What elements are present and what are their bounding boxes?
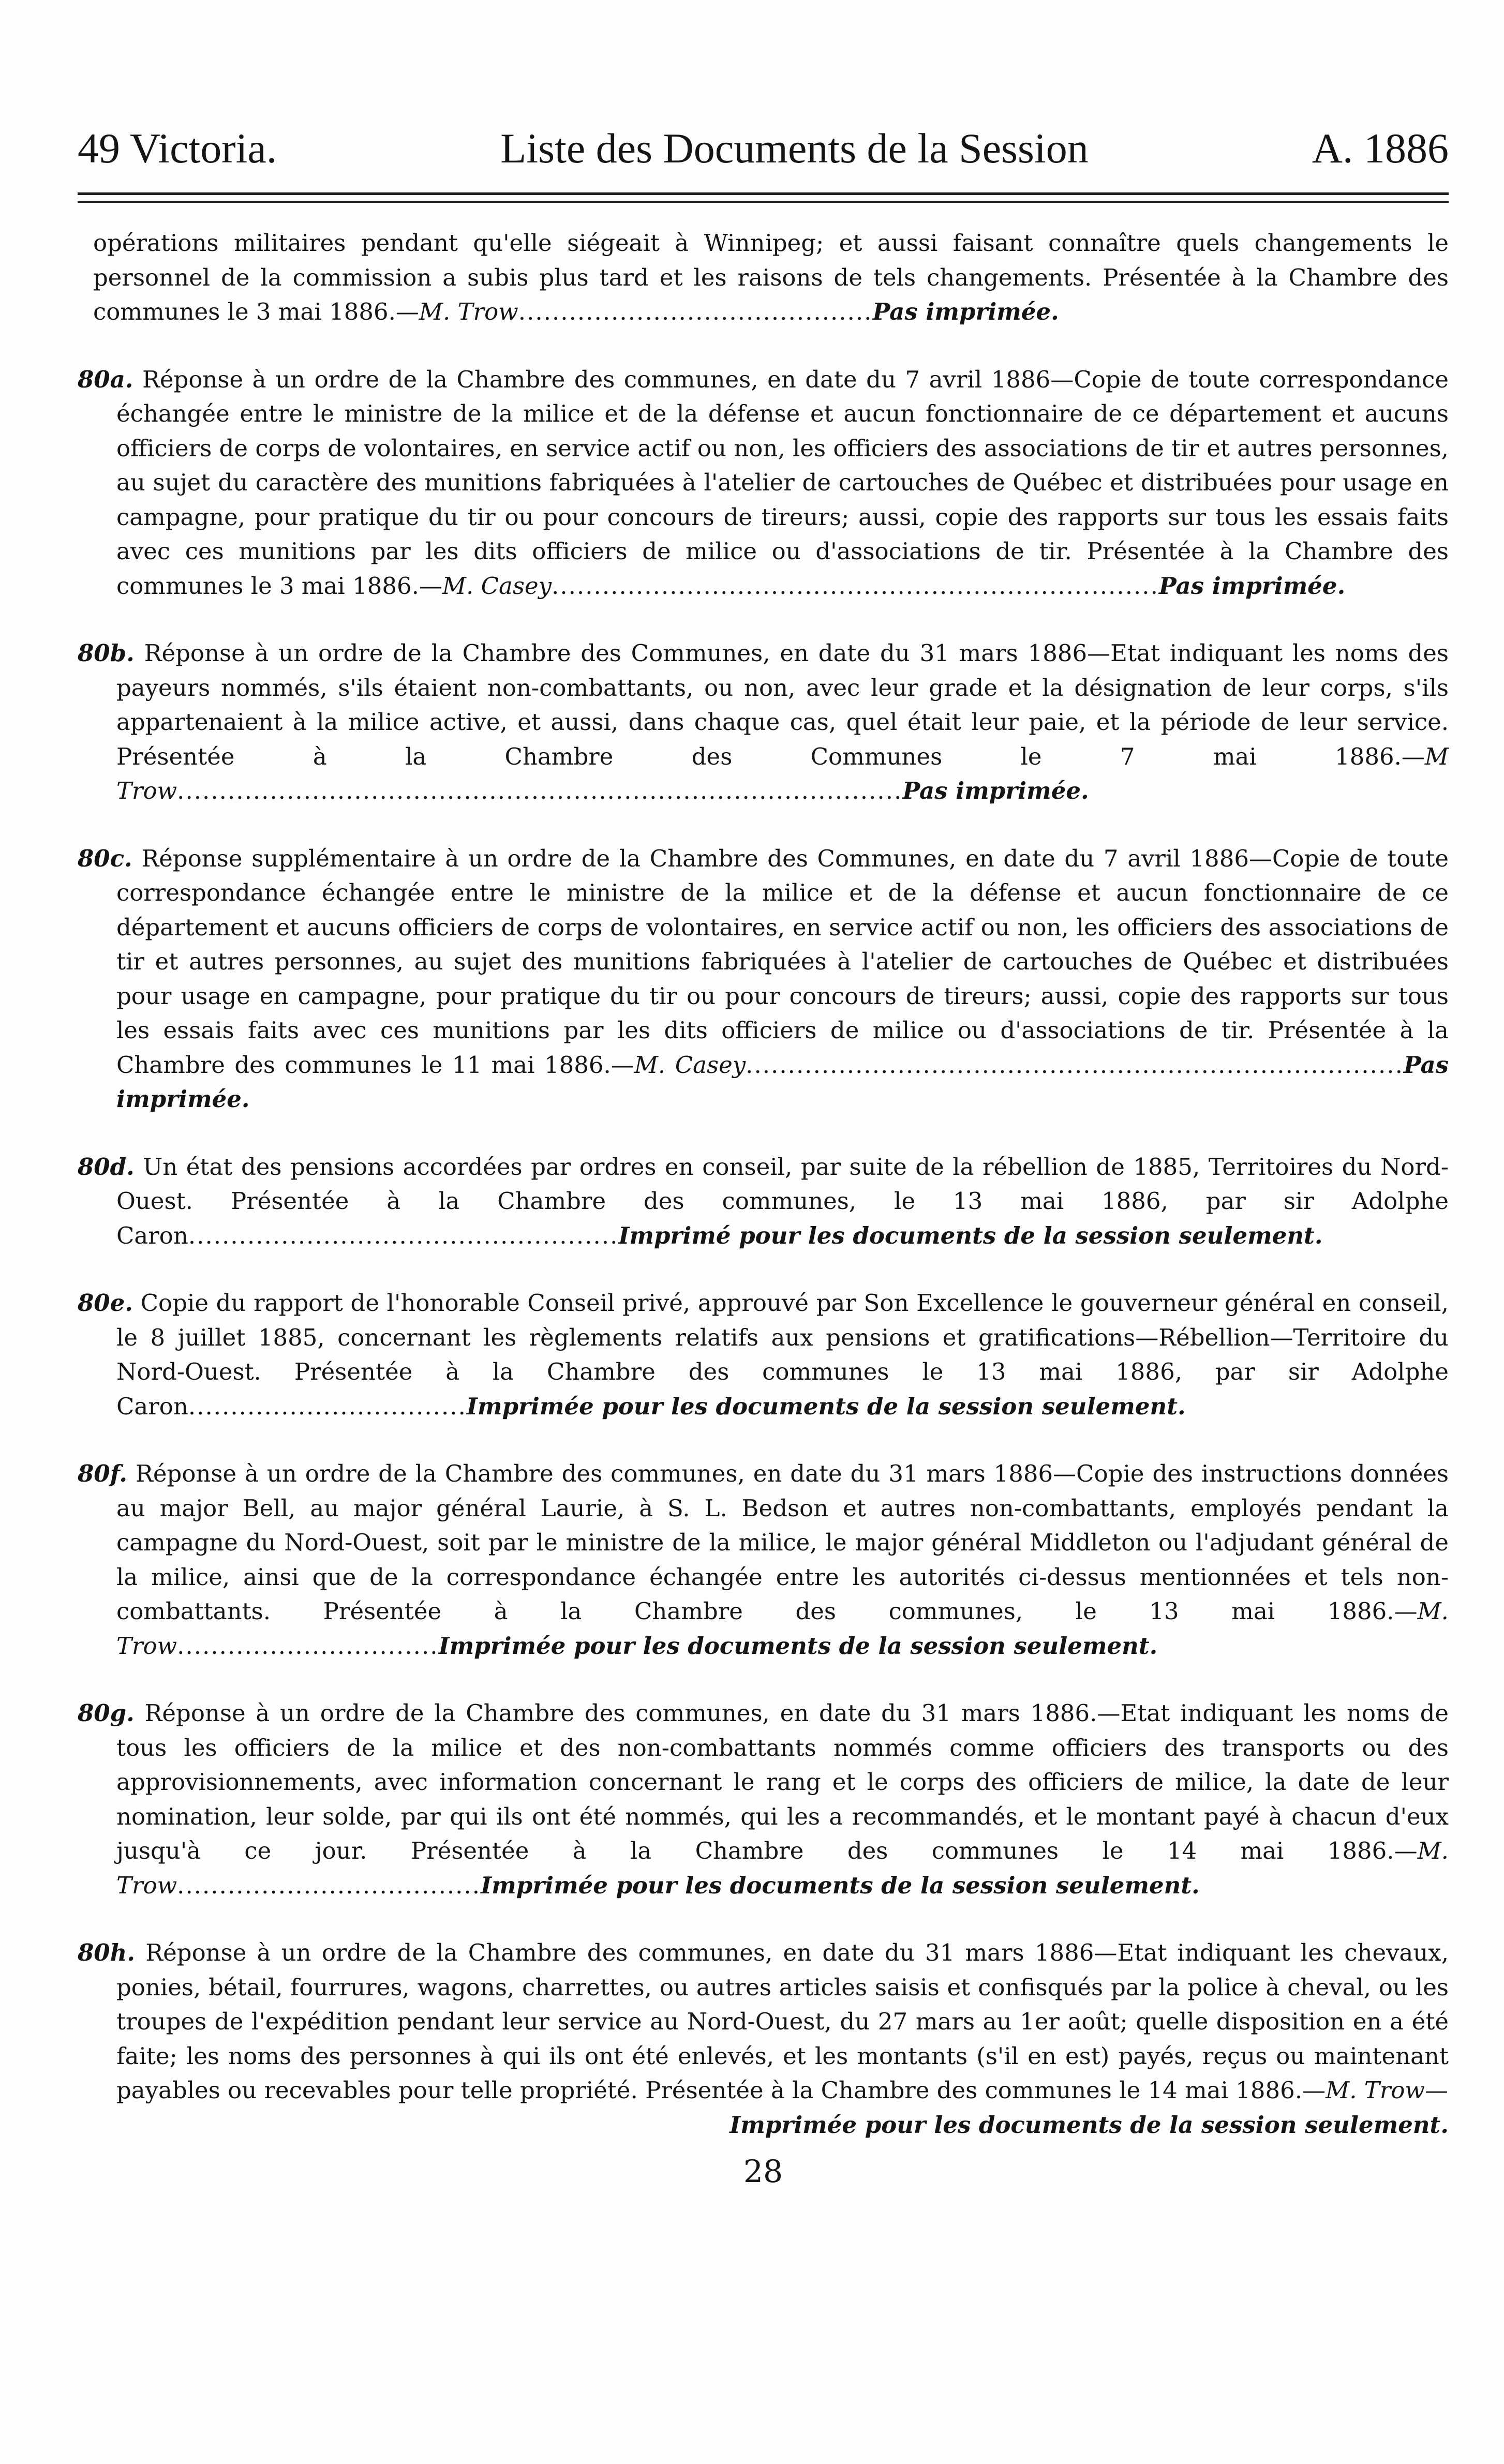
entry-80h	[78, 1936, 1449, 2108]
entry-status: Imprimé pour les documents de la session seulement.	[618, 1221, 1323, 1249]
entry-status: Pas imprimée.	[902, 777, 1089, 804]
entry-80c	[78, 842, 1449, 1117]
entry-status: Imprimée pour les documents de la session seulement.	[466, 1392, 1186, 1420]
entry-text: Réponse à un ordre de la Chambre des communes, en date du 31 mars 1886—Copie des instructions données au major Bell, au major général Laurie, à S. L. Bedson et autres non-combattants, employés pendant la campagne du Nord-Ouest, soit par le ministre de la milice, le major général Middleton ou l'adjudant général de la milice, ainsi que de la correspondance échangée entre les autorités ci-dessus mentionnées et tels non-combattants. Présentée à la Chambre des communes, le 13 mai 1886.—	[116, 1460, 1449, 1625]
entry-person: M. Trow	[116, 1597, 1449, 1660]
entry-id: 80f.	[78, 1460, 128, 1487]
document-page	[78, 124, 1449, 2190]
entry-person: M. Trow	[116, 1837, 1449, 1899]
entry-text: opérations militaires pendant qu'elle siégeait à Winnipeg; et aussi faisant connaître quels changements le personnel de la commission a subis plus tard et les raisons de tels changements. Présentée à la Chambre des communes le 3 mai 1886.—	[93, 229, 1449, 325]
entry-person: M. Casey	[634, 1051, 746, 1079]
entry-person: M. Trow	[419, 298, 518, 325]
entry-text: Un état des pensions accordées par ordres en conseil, par suite de la rébellion de 1885, Territoires du Nord-Ouest. Présentée à la Chambre des communes, le 13 mai 1886, par sir Adolphe Caron	[116, 1153, 1449, 1249]
entry-leader-dots: ...............................	[177, 1632, 439, 1660]
entry-text: Copie du rapport de l'honorable Conseil privé, approuvé par Son Excellence le gouverneur général en conseil, le 8 juillet 1885, concernant les règlements relatifs aux pensions et gratifications—Rébellion—Territoire du Nord-Ouest. Présentée à la Chambre des communes le 13 mai 1886, par sir Adolphe Caron	[116, 1289, 1449, 1420]
entry-leader-dots: ..............................................................................	[746, 1051, 1404, 1079]
entry-80d	[78, 1150, 1449, 1253]
entry-id: 80e.	[78, 1289, 133, 1317]
entry-status: Imprimée pour les documents de la session seulement.	[729, 2111, 1449, 2139]
entry-id: 80c.	[78, 844, 132, 872]
entry-leader-dots: ......................................................................................	[177, 777, 903, 804]
entry-id: 80g.	[78, 1699, 135, 1727]
header-rule	[78, 192, 1449, 203]
entry-leader-dots: ........................................................................	[552, 572, 1159, 600]
header-volume: 49 Victoria.	[78, 125, 277, 172]
entry-id: 80h.	[78, 1939, 136, 1966]
entry-person: M Trow	[116, 742, 1449, 804]
entry-id: 80b.	[78, 639, 135, 667]
entry-status: Pas imprimée.	[872, 298, 1059, 325]
header-title: Liste des Documents de la Session	[500, 125, 1089, 172]
entry-status: Imprimée pour les documents de la session seulement.	[481, 1871, 1200, 1899]
entry-id: 80a.	[78, 365, 133, 393]
entry-id: 80d.	[78, 1153, 135, 1181]
page-number: 28	[743, 2154, 783, 2190]
entry-status: Pas imprimée.	[1158, 572, 1346, 600]
entry-person: M. Casey	[442, 572, 552, 600]
entry-leader-dots: ...................................................	[188, 1221, 619, 1249]
entry-80-continued	[78, 226, 1449, 330]
entry-80e	[78, 1286, 1449, 1424]
document-body	[78, 226, 1449, 2142]
entry-80g	[78, 1696, 1449, 1903]
entry-leader-dots: ..........................................	[518, 298, 873, 325]
entry-80f	[78, 1457, 1449, 1663]
entry-leader-dots: ....................................	[177, 1871, 481, 1899]
entry-80a	[78, 363, 1449, 604]
entry-text: Réponse à un ordre de la Chambre des Communes, en date du 31 mars 1886—Etat indiquant les noms des payeurs nommés, s'ils étaient non-combattants, ou non, avec leur grade et la désignation de leur corps, s'ils appartenaient à la milice active, et aussi, dans chaque cas, quel était leur paie, et la période de leur service. Présentée à la Chambre des Communes le 7 mai 1886.—	[116, 639, 1449, 770]
entry-leader-dots: .................................	[188, 1392, 467, 1420]
entry-80h-status-line	[78, 2108, 1449, 2143]
entry-text: Réponse à un ordre de la Chambre des communes, en date du 7 avril 1886—Copie de toute correspondance échangée entre le ministre de la milice et de la défense et aucun fonctionnaire de ce département et aucuns officiers de corps de volontaires, en service actif ou non, les officiers des associations de tir et autres personnes, au sujet du caractère des munitions fabriquées à l'atelier de cartouches de Québec et distribuées pour usage en campagne, pour pratique du tir ou pour concours de tireurs; aussi, copie des rapports sur tous les essais faits avec ces munitions par les dits officiers de milice ou d'associations de tir. Présentée à la Chambre des communes le 3 mai 1886.—	[116, 365, 1449, 600]
running-header	[78, 124, 1449, 181]
entry-text: Réponse à un ordre de la Chambre des communes, en date du 31 mars 1886.—Etat indiquant les noms de tous les officiers de la milice et des non-combattants nommés comme officiers des transports ou des approvisionnements, avec information concernant le rang et le corps des officiers de milice, la date de leur nomination, leur solde, par qui ils ont été nommés, qui les a recommandés, et le montant payé à chacun d'eux jusqu'à ce jour. Présentée à la Chambre des communes le 14 mai 1886.—	[116, 1699, 1449, 1864]
entry-status: Pas imprimée.	[116, 1051, 1449, 1113]
entry-status: Imprimée pour les documents de la session seulement.	[438, 1632, 1158, 1660]
entry-person: M. Trow—	[1326, 2077, 1448, 2104]
entry-80b	[78, 636, 1449, 809]
entry-text: Réponse supplémentaire à un ordre de la Chambre des Communes, en date du 7 avril 1886—Copie de toute correspondance échangée entre le ministre de la milice et de la défense et aucun fonctionnaire de ce département et aucuns officiers de corps de volontaires, en service actif ou non, les officiers des associations de tir et autres personnes, au sujet des munitions fabriquées à l'atelier de cartouches de Québec et distribuées pour usage en campagne, pour pratique du tir ou pour concours de tireurs; aussi, copie des rapports sur tous les essais faits avec ces munitions par les dits officiers de milice ou d'associations de tir. Présentée à la Chambre des communes le 11 mai 1886.—	[116, 844, 1449, 1079]
entry-text: Réponse à un ordre de la Chambre des communes, en date du 31 mars 1886—Etat indiquant les chevaux, ponies, bétail, fourrures, wagons, charrettes, ou autres articles saisis et confisqués par la police à cheval, ou les troupes de l'expédition pendant leur service au Nord-Ouest, du 27 mars au 1er août; quelle disposition en a été faite; les noms des personnes à qui ils ont été enlevés, et les montants (s'il en est) payés, reçus ou maintenant payables ou recevables pour telle propriété. Présentée à la Chambre des communes le 14 mai 1886.—	[116, 1939, 1449, 2104]
header-year: A. 1886	[1312, 125, 1449, 172]
